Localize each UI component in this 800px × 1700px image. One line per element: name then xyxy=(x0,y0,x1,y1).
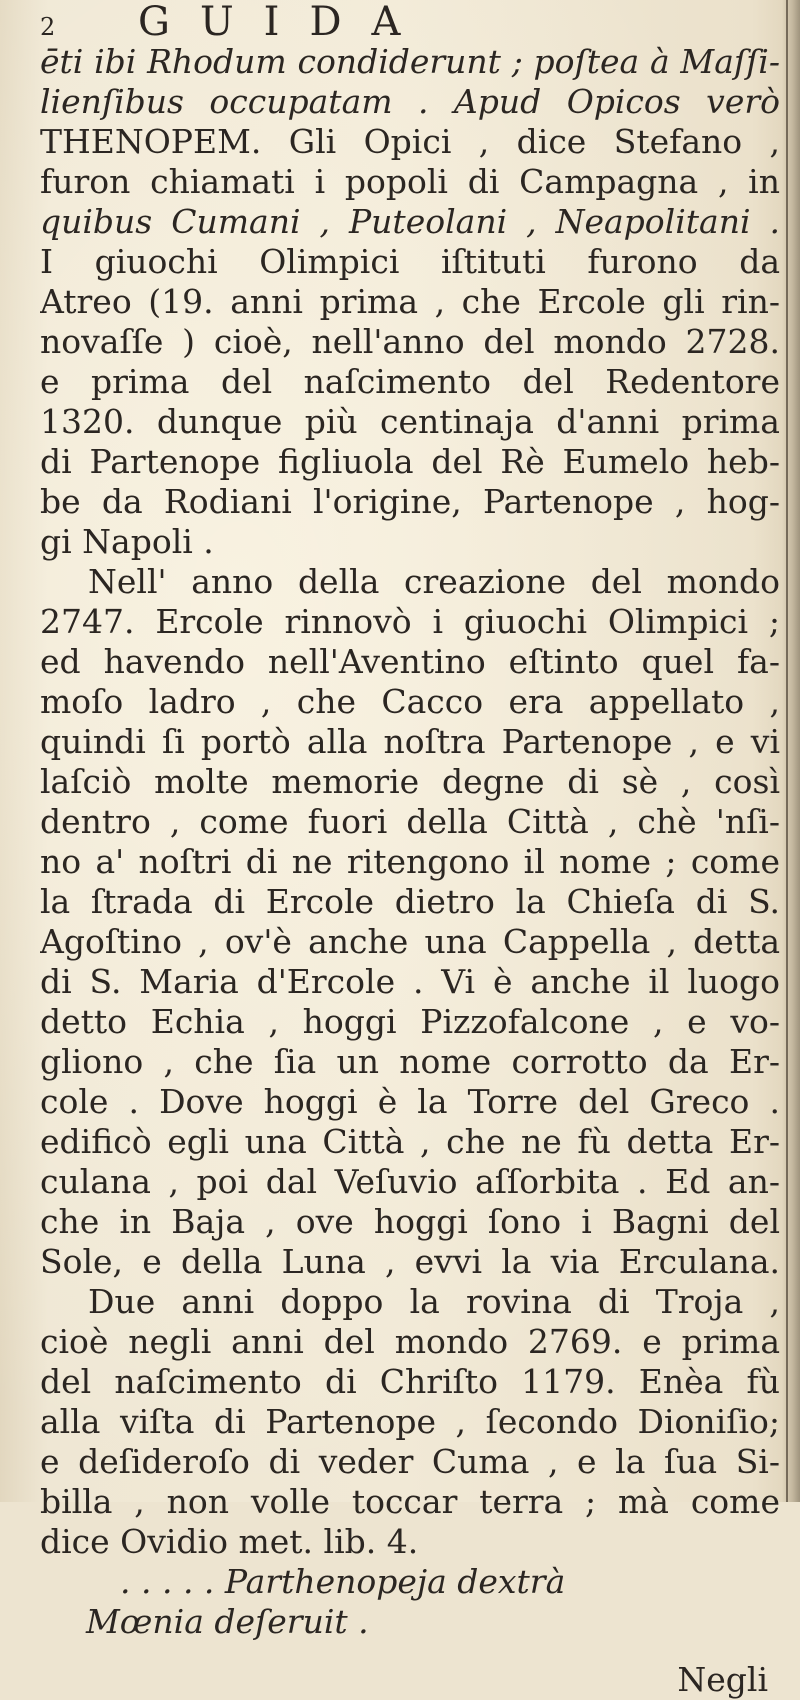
text-line-27: cole . Dove hoggi è la Torre del Greco . xyxy=(40,1082,780,1121)
text-line-32: Due anni doppo la rovina di Troja , xyxy=(88,1282,780,1321)
text-line-30: che in Baja , ove hoggi ſono i Bagni del xyxy=(40,1202,780,1241)
text-line-18: quindi ſi portò alla noſtra Partenope , e vi xyxy=(40,722,780,761)
text-line-26: gliono , che ſia un nome corrotto da Er- xyxy=(40,1042,780,1081)
text-line-13: gi Napoli . xyxy=(40,522,214,561)
text-line-9: e prima del naſcimento del Redentore xyxy=(40,362,780,401)
text-line-16: ed havendo nell'Aventino eſtinto quel fa- xyxy=(40,642,780,681)
text-line-38: dice Ovidio met. lib. 4. xyxy=(40,1522,419,1561)
page-edge-shadow xyxy=(782,0,800,1502)
text-line-2: lienſibus occupatam . Apud Opicos verò xyxy=(40,82,780,121)
text-line-1: ēti ibi Rhodum condiderunt ; poſtea à Maſſi- xyxy=(40,42,780,81)
text-line-35: alla viſta di Partenope , ſecondo Dioniſio; xyxy=(40,1402,780,1441)
text-line-19: laſciò molte memorie degne di sè , così xyxy=(40,762,780,801)
text-line-34: del naſcimento di Chriſto 1179. Enèa fù xyxy=(40,1362,780,1401)
text-line-17: moſo ladro , che Cacco era appellato , xyxy=(40,682,780,721)
page-text xyxy=(40,2,780,1700)
text-line-4: furon chiamati i popoli di Campagna , in xyxy=(40,162,780,201)
text-line-29: culana , poi dal Veſuvio aſſorbita . Ed an- xyxy=(40,1162,780,1201)
text-line-8: novaſſe ) cioè, nell'anno del mondo 2728. xyxy=(40,322,780,361)
text-line-36: e deſideroſo di veder Cuma , e la ſua Si- xyxy=(40,1442,780,1481)
text-line-23: Agoſtino , ov'è anche una Cappella , detta xyxy=(40,922,780,961)
text-line-20: dentro , come fuori della Città , chè 'nſi- xyxy=(40,802,780,841)
page-header xyxy=(40,0,780,45)
text-line-22: la ſtrada di Ercole dietro la Chieſa di S. xyxy=(40,882,780,921)
page-edge-line xyxy=(786,0,788,1502)
text-line-12: be da Rodiani l'origine, Partenope , hog- xyxy=(40,482,780,521)
text-line-37: billa , non volle toccar terra ; mà come xyxy=(40,1482,780,1521)
text-line-21: no a' noſtri di ne ritengono il nome ; come xyxy=(40,842,780,881)
quote-line-1: . . . . . Parthenopeja dextrà xyxy=(120,1562,566,1601)
text-line-10: 1320. dunque più centinaja d'anni prima xyxy=(40,402,780,441)
text-line-7: Atreo (19. anni prima , che Ercole gli rin- xyxy=(40,282,780,321)
text-line-6: I giuochi Olimpici iſtituti furono da xyxy=(40,242,780,281)
text-line-25: detto Echia , hoggi Pizzofalcone , e vo- xyxy=(40,1002,780,1041)
text-line-15: 2747. Ercole rinnovò i giuochi Olimpici ; xyxy=(40,602,780,641)
text-line-28: edificò egli una Città , che ne fù detta Er- xyxy=(40,1122,780,1161)
text-line-14: Nell' anno della creazione del mondo xyxy=(88,562,780,601)
text-line-3: THENOPEM. Gli Opici , dice Stefano , xyxy=(40,122,780,161)
text-line-24: di S. Maria d'Ercole . Vi è anche il luogo xyxy=(40,962,780,1001)
catchword: Negli xyxy=(677,1660,768,1699)
quote-line-2: Mœnia deſeruit . xyxy=(86,1602,369,1641)
text-line-33: cioè negli anni del mondo 2769. e prima xyxy=(40,1322,780,1361)
text-line-5: quibus Cumani , Puteolani , Neapolitani . xyxy=(40,202,780,241)
running-title: GUIDA xyxy=(138,0,431,45)
page-number: 2 xyxy=(40,13,56,41)
text-line-31: Sole, e della Luna , evvi la via Erculana. xyxy=(40,1242,780,1281)
text-line-11: di Partenope figliuola del Rè Eumelo heb- xyxy=(40,442,780,481)
